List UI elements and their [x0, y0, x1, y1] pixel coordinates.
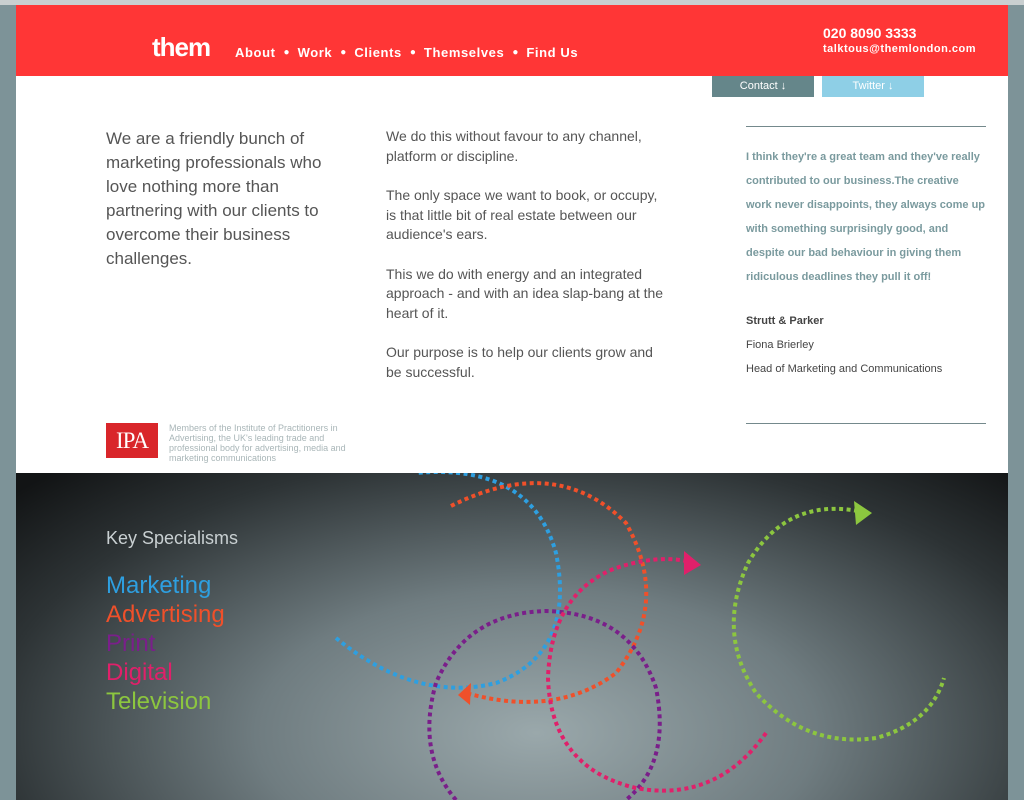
body-paragraph: Our purpose is to help our clients grow and be successful. — [386, 344, 653, 380]
body-paragraph: This we do with energy and an integrated approach - and with an idea slap-bang at the heart of it. — [386, 265, 664, 321]
testimonial-name: Fiona Brierley — [746, 339, 814, 351]
body-paragraph: The only space we want to book, or occupy, is that little bit of real estate between our audience's ears. — [386, 187, 658, 242]
specialism-print[interactable]: Print — [106, 630, 156, 657]
specialism-digital[interactable]: Digital — [106, 659, 173, 686]
nav-clients[interactable]: Clients — [354, 45, 402, 60]
header-contact — [823, 24, 976, 56]
body-paragraph: We do this without favour to any channel, platform or discipline. — [386, 128, 642, 164]
ipa-membership-text: Members of the Institute of Practitioners in Advertising, the UK's leading trade and professional body for advertising, media and marketing communications — [169, 423, 346, 463]
specialisms-heading: Key Specialisms — [106, 528, 239, 548]
ipa-logo[interactable]: IPA — [106, 423, 158, 458]
main-nav — [235, 45, 578, 61]
them-logo[interactable]: them — [152, 32, 211, 62]
specialism-advertising[interactable]: Advertising — [106, 601, 225, 628]
specialism-television[interactable]: Television — [106, 688, 212, 715]
green-arrowhead — [854, 501, 872, 525]
specialism-marketing[interactable]: Marketing — [106, 572, 212, 599]
nav-work[interactable]: Work — [297, 45, 333, 60]
twitter-tab[interactable]: Twitter ↓ — [822, 76, 924, 97]
nav-separator-dot: ● — [340, 47, 347, 58]
pink-arrowhead — [684, 551, 701, 575]
purple-swirl — [429, 611, 659, 800]
email-link[interactable]: talktous@themlondon.com — [823, 43, 977, 55]
testimonial — [746, 126, 986, 424]
specialisms-section — [16, 473, 1008, 800]
orange-swirl — [451, 483, 646, 702]
body-column — [386, 127, 666, 402]
testimonial-company: Strutt & Parker — [746, 315, 824, 327]
testimonial-quote: I think they're a great team and they've really contributed to our business.The creative work never disappoints, they always come up with something surprisingly good, and despite our bad behaviour in giving them ridiculous deadlines they pull it off! — [746, 151, 986, 283]
nav-find-us[interactable]: Find Us — [526, 45, 579, 60]
nav-separator-dot: ● — [409, 47, 416, 58]
nav-separator-dot: ● — [512, 47, 519, 58]
blue-swirl — [336, 473, 560, 688]
site-header — [16, 5, 1008, 76]
green-swirl — [734, 509, 944, 740]
main-content — [16, 76, 1008, 473]
swirl-arrowheads — [458, 501, 872, 705]
intro-text: We are a friendly bunch of marketing professionals who love nothing more than partnering with our clients to overcome their business challenges. — [106, 129, 322, 268]
specialisms-list — [106, 571, 225, 716]
nav-about[interactable]: About — [235, 45, 276, 60]
contact-tab[interactable]: Contact ↓ — [712, 76, 814, 97]
testimonial-role: Head of Marketing and Communications — [746, 363, 943, 375]
phone-number: 020 8090 3333 — [823, 25, 917, 41]
nav-themselves[interactable]: Themselves — [423, 45, 505, 60]
nav-separator-dot: ● — [283, 47, 290, 58]
